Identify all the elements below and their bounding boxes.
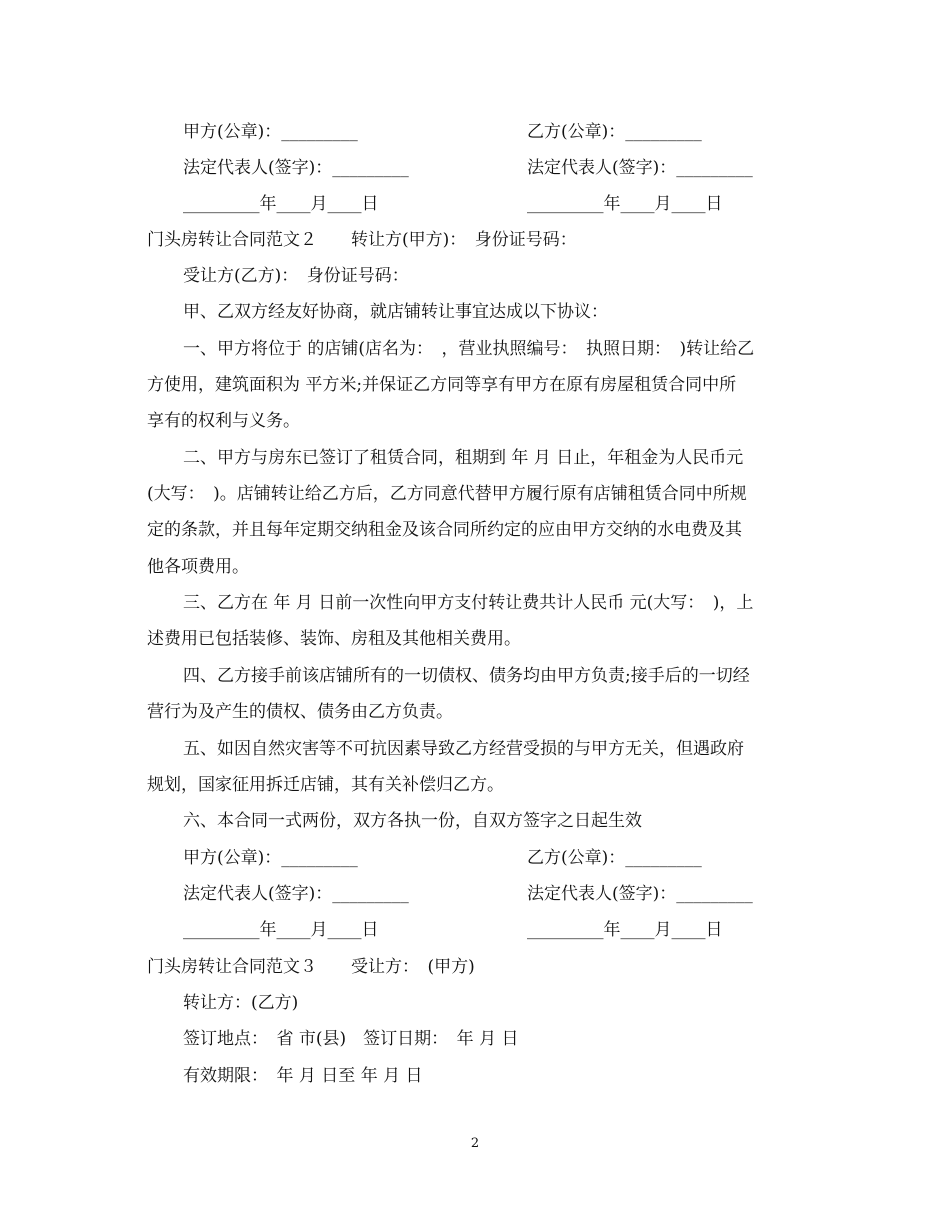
clause3-line1 [0, 588, 950, 618]
clause4-line1 [0, 661, 950, 691]
clause1-text-1: 一、甲方将位于 的店铺(店名为： ，营业执照编号： 执照日期： )转让给乙 [183, 339, 755, 359]
rep-a: 法定代表人(签字)：_________ [183, 884, 409, 904]
signature-row-date-2 [0, 915, 950, 945]
clause2-line2 [0, 479, 950, 509]
section2-transferee-line [0, 261, 950, 291]
clause2-line1 [0, 443, 950, 473]
signature-row-rep-2 [0, 879, 950, 909]
clause5-text-1: 五、如因自然灾害等不可抗因素导致乙方经营受损的与甲方无关，但遇政府 [183, 739, 744, 759]
section3-heading: 门头房转让合同范文３ 受让方： (甲方) [147, 957, 475, 977]
clause2-line3 [0, 515, 950, 545]
clause2-text-1: 二、甲方与房东已签订了租赁合同，租期到 年 月 日止，年租金为人民币元 [183, 448, 744, 468]
clause6-line [0, 806, 950, 836]
section3-transferor: 转让方：(乙方) [183, 993, 299, 1013]
date-b: _________年____月____日 [527, 194, 723, 214]
clause5-line2 [0, 770, 950, 800]
page-number: 2 [470, 1136, 480, 1151]
section2-intro: 甲、乙双方经友好协商，就店铺转让事宜达成以下协议： [183, 302, 608, 322]
section2-transferee: 受让方(乙方)： 身份证号码： [183, 266, 409, 286]
section2-heading-line [0, 225, 950, 255]
date-b: _________年____月____日 [527, 920, 723, 940]
signature-row-seal-2 [0, 843, 950, 873]
clause2-text-4: 他各项费用。 [147, 557, 249, 577]
section3-place-date: 签订地点： 省 市(县) 签订日期： 年 月 日 [183, 1029, 519, 1049]
clause1-text-2: 方使用，建筑面积为 平方米;并保证乙方同等享有甲方在原有房屋租赁合同中所 [147, 375, 737, 395]
clause1-line2 [0, 370, 950, 400]
section3-validity: 有效期限： 年 月 日至 年 月 日 [183, 1066, 423, 1086]
clause1-text-3: 享有的权利与义务。 [147, 411, 300, 431]
section3-heading-line [0, 952, 950, 982]
clause2-text-2: (大写： )。店铺转让给乙方后，乙方同意代替甲方履行原有店铺租赁合同中所规 [147, 484, 747, 504]
clause4-text-2: 营行为及产生的债权、债务由乙方负责。 [147, 702, 453, 722]
clause4-text-1: 四、乙方接手前该店铺所有的一切债权、债务均由甲方负责;接手后的一切经 [183, 666, 750, 686]
clause5-text-2: 规划，国家征用拆迁店铺，其有关补偿归乙方。 [147, 775, 504, 795]
party-b-seal: 乙方(公章)：_________ [527, 848, 702, 868]
clause6-text: 六、本合同一式两份，双方各执一份，自双方签字之日起生效 [183, 811, 642, 831]
section3-place-date-line [0, 1024, 950, 1054]
clause3-text-1: 三、乙方在 年 月 日前一次性向甲方支付转让费共计人民币 元(大写： )，上 [183, 593, 754, 613]
clause1-line3 [0, 406, 950, 436]
section2-intro-line [0, 297, 950, 327]
signature-row-rep [0, 153, 950, 183]
clause2-text-3: 定的条款，并且每年定期交纳租金及该合同所约定的应由甲方交纳的水电费及其 [147, 520, 742, 540]
clause3-text-2: 述费用已包括装修、装饰、房租及其他相关费用。 [147, 629, 521, 649]
rep-b: 法定代表人(签字)：_________ [527, 884, 753, 904]
clause4-line2 [0, 697, 950, 727]
signature-row-seal [0, 117, 950, 147]
date-a: _________年____月____日 [183, 920, 379, 940]
clause2-line4 [0, 552, 950, 582]
rep-a: 法定代表人(签字)：_________ [183, 158, 409, 178]
rep-b: 法定代表人(签字)：_________ [527, 158, 753, 178]
section3-validity-line [0, 1061, 950, 1091]
party-b-seal: 乙方(公章)：_________ [527, 122, 702, 142]
clause5-line1 [0, 734, 950, 764]
party-a-seal: 甲方(公章)：_________ [183, 848, 358, 868]
section2-heading: 门头房转让合同范文２ 转让方(甲方)： 身份证号码： [147, 230, 577, 250]
section3-transferor-line [0, 988, 950, 1018]
clause1-line1 [0, 334, 950, 364]
signature-row-date [0, 189, 950, 219]
date-a: _________年____月____日 [183, 194, 379, 214]
clause3-line2 [0, 624, 950, 654]
party-a-seal: 甲方(公章)：_________ [183, 122, 358, 142]
